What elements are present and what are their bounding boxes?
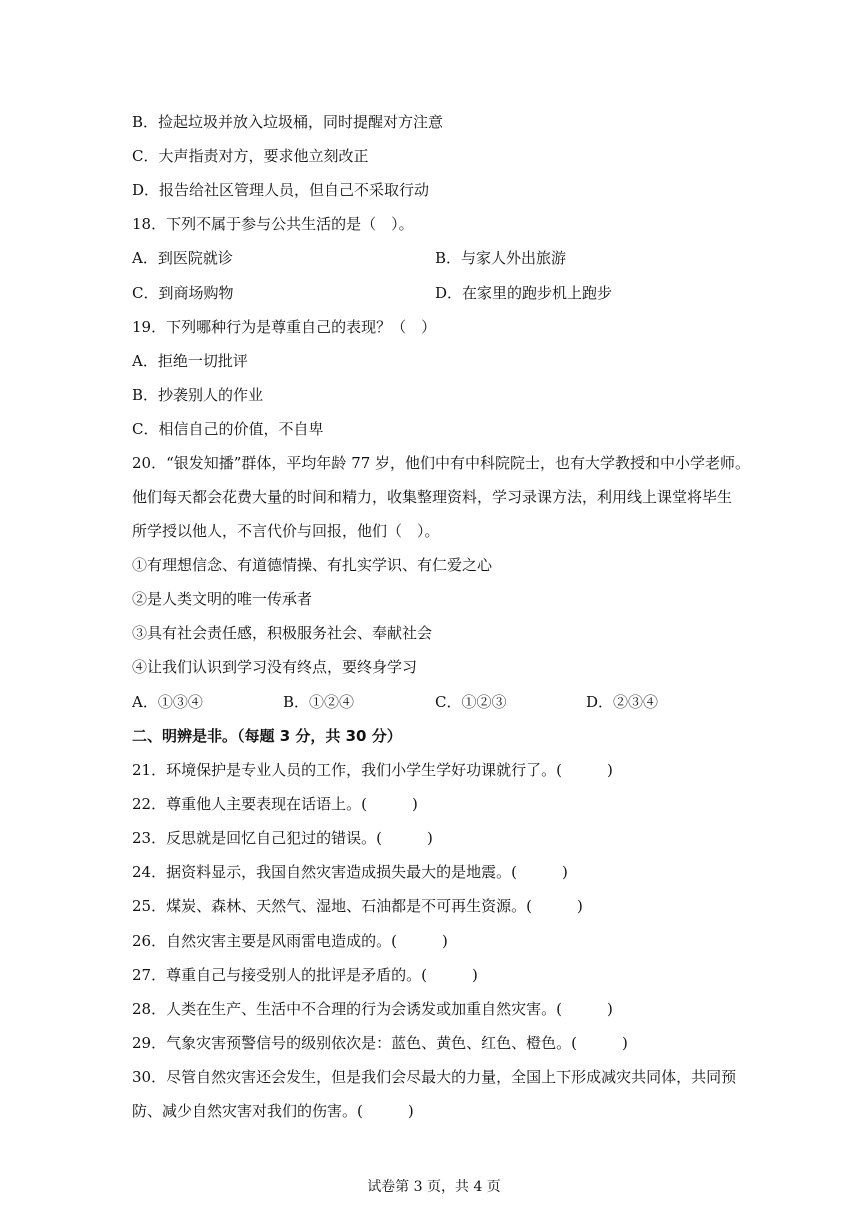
q19-stem: 19．下列哪种行为是尊重自己的表现？（ ）	[132, 318, 437, 336]
q20-option-c: C．①②③	[435, 693, 507, 711]
q19-option-a: A．拒绝一切批评	[132, 352, 248, 370]
q20-stem-line2: 他们每天都会花费大量的时间和精力，收集整理资料，学习录课方法，利用线上课堂将毕生	[132, 488, 733, 506]
q18-option-c: C．到商场购物	[132, 284, 234, 302]
q18-stem: 18．下列不属于参与公共生活的是（ ）。	[132, 215, 414, 233]
q26: 26．自然灾害主要是风雨雷电造成的。( )	[132, 932, 448, 950]
q17-option-d: D．报告给社区管理人员，但自己不采取行动	[132, 181, 430, 199]
q18-option-a: A．到医院就诊	[132, 249, 233, 267]
q20-statement-3: ③具有社会责任感，积极服务社会、奉献社会	[132, 624, 433, 642]
q22: 22．尊重他人主要表现在话语上。( )	[132, 795, 418, 813]
q20-stem-line1: 20．“银发知播”群体，平均年龄 77 岁，他们中有中科院院士，也有大学教授和中小学老师。	[132, 454, 751, 472]
q25: 25．煤炭、森林、天然气、湿地、石油都是不可再生资源。( )	[132, 897, 583, 915]
q20-option-d: D．②③④	[586, 693, 659, 711]
section-heading: 二、明辨是非。（每题 3 分，共 30 分）	[132, 727, 402, 745]
q19-option-c: C．相信自己的价值，不自卑	[132, 420, 324, 438]
q17-option-b: B．捡起垃圾并放入垃圾桶，同时提醒对方注意	[132, 113, 444, 131]
q19-option-b: B．抄袭别人的作业	[132, 386, 264, 404]
q20-stem-line3: 所学授以他人，不言代价与回报，他们（ ）。	[132, 522, 440, 540]
q20-statement-1: ①有理想信念、有道德情操、有扎实学识、有仁爱之心	[132, 556, 493, 574]
q18-option-b: B．与家人外出旅游	[435, 249, 567, 267]
q21: 21．环境保护是专业人员的工作，我们小学生学好功课就行了。( )	[132, 761, 613, 779]
q27: 27．尊重自己与接受别人的批评是矛盾的。( )	[132, 966, 478, 984]
q20-option-a: A．①③④	[132, 693, 203, 711]
q20-statement-4: ④让我们认识到学习没有终点，要终身学习	[132, 658, 418, 676]
q20-statement-2: ②是人类文明的唯一传承者	[132, 590, 313, 608]
q18-option-d: D．在家里的跑步机上跑步	[435, 284, 613, 302]
q23: 23．反思就是回忆自己犯过的错误。( )	[132, 829, 433, 847]
page-footer: 试卷第 3 页，共 4 页	[367, 1179, 501, 1195]
q20-option-b: B．①②④	[283, 693, 355, 711]
q30-line1: 30．尽管自然灾害还会发生，但是我们会尽最大的力量，全国上下形成减灾共同体，共同预	[132, 1068, 737, 1086]
q24: 24．据资料显示，我国自然灾害造成损失最大的是地震。( )	[132, 863, 568, 881]
q28: 28．人类在生产、生活中不合理的行为会诱发或加重自然灾害。( )	[132, 1000, 613, 1018]
q30-line2: 防、减少自然灾害对我们的伤害。( )	[132, 1102, 414, 1120]
q29: 29．气象灾害预警信号的级别依次是：蓝色、黄色、红色、橙色。( )	[132, 1034, 628, 1052]
q17-option-c: C．大声指责对方，要求他立刻改正	[132, 147, 369, 165]
